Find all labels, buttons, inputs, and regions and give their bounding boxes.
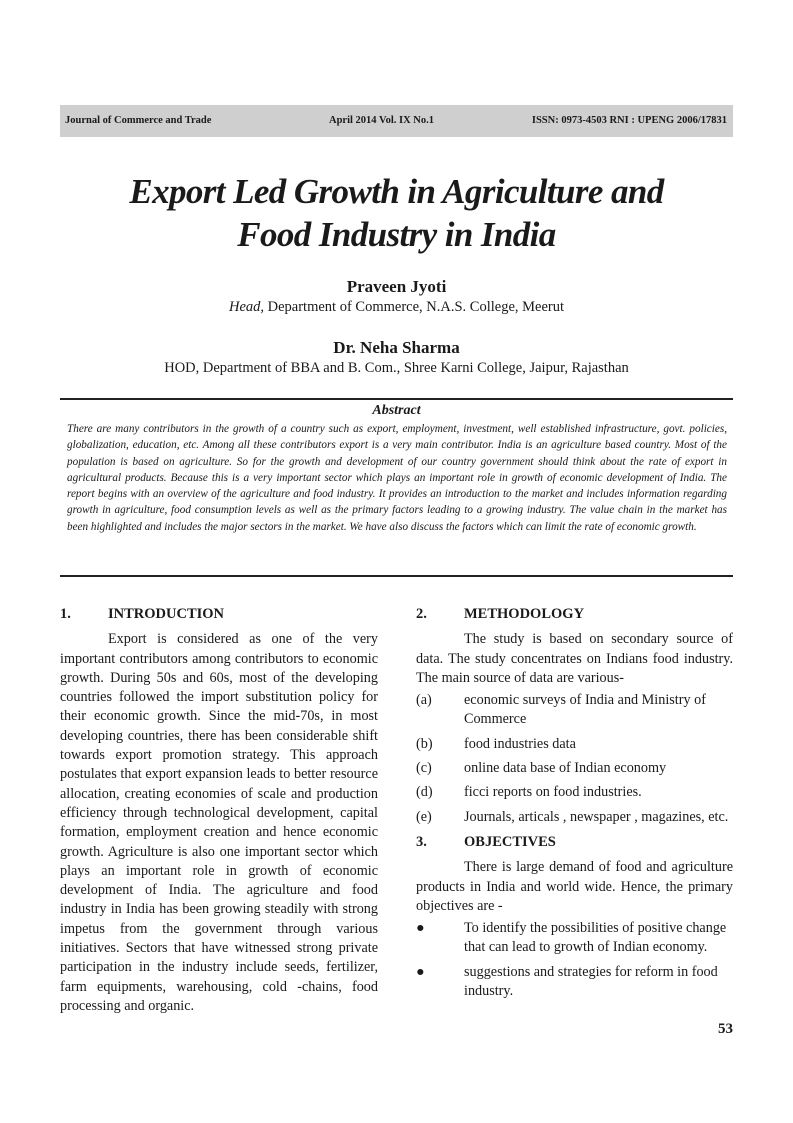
list-item: [416, 919, 733, 958]
section-number: 3.: [416, 833, 427, 850]
list-item-text: food industries data: [464, 735, 576, 752]
list-marker: (a): [416, 692, 432, 709]
author-1-role: Head,: [228, 299, 265, 315]
list-item-text: suggestions and strategies for reform in food industry.: [464, 963, 718, 1000]
list-item-text: ficci reports on food industries.: [464, 784, 642, 801]
journal-name: Journal of Commerce and Trade: [65, 115, 212, 126]
abstract-bottom-rule: [60, 575, 733, 577]
list-marker: (e): [416, 808, 432, 825]
objectives-paragraph: There is large demand of food and agriculture products in India and world wide. Hence, the primary objectives are -: [416, 859, 733, 914]
list-item: [416, 759, 733, 778]
journal-header-bar: [60, 105, 733, 137]
section-heading-introduction: [60, 605, 378, 624]
bullet-icon: ●: [416, 920, 425, 937]
list-item: [416, 808, 733, 827]
author-2-affiliation: HOD, Department of BBA and B. Com., Shree Karni College, Jaipur, Rajasthan: [164, 360, 629, 376]
section-title: INTRODUCTION: [108, 606, 225, 622]
section-number: 2.: [416, 606, 427, 622]
list-item: [416, 963, 733, 1002]
section-heading-objectives: [416, 833, 733, 852]
author-2-name: Dr. Neha Sharma: [333, 338, 460, 357]
list-marker: (d): [416, 784, 433, 801]
title-line-2: Food Industry in India: [237, 215, 556, 254]
list-item: [416, 783, 733, 802]
issue-info: April 2014 Vol. IX No.1: [329, 115, 435, 126]
objectives-list: [416, 919, 733, 1001]
list-item: [416, 735, 733, 754]
section-number: 1.: [60, 606, 71, 622]
section-heading-methodology: [416, 605, 733, 624]
abstract-top-rule: [60, 398, 733, 400]
list-item-text: online data base of Indian economy: [464, 760, 667, 777]
abstract-text: There are many contributors in the growth of a country such as export, employment, investment, well established infrastructure, govt. policies, globalization, education, etc. Among all these contributors export is a very main contributor. India is an agriculture based country. Most of the population is based on agriculture. So for the growth and development of our country government should think about the rate of export in agricultural products. Because this is a very important sector which plays an important role in growth of economic development of India. The report begins with an overview of the agriculture and food industry. It provides an introduction to the market and includes information regarding growth in agriculture, food consumption levels as well as the primary factors leading to a growing industry. The value chain in the market has been highlighted and includes the major sectors in the market. We have also discuss the factors which can limit the rate of economic growth.: [67, 423, 727, 533]
methodology-paragraph: The study is based on secondary source of data. The study concentrates on Indians food industry. The main source of data are various-: [416, 631, 733, 686]
introduction-paragraph: Export is considered as one of the very important contributors among contributors to economic growth. During 50s and 60s, most of the developing countries followed the import substitution policy for their economic growth. Since the mid-70s, in most developing countries, there has been considerable shift towards export promotion strategy. This approach postulates that export expansion leads to better resource allocation, creating economies of scale and production efficiency through technological development, capital formation, employment creation and hence economic growth. Agriculture is also one important sector which plays an important role in growth of economic development of India. The agriculture and food industry in India has been growing steadily with strong impetus from the government through various initiatives. Sectors that have witnessed strong private participation in the industry include seeds, fertilizer, farm equipments, warehousing, cold -chains, food processing and organic.: [60, 631, 378, 1014]
list-item-text: economic surveys of India and Ministry of Commerce: [464, 692, 706, 728]
title-line-1: Export Led Growth in Agriculture and: [129, 172, 664, 211]
data-sources-list: [416, 691, 733, 827]
abstract-heading: Abstract: [372, 403, 421, 418]
section-title: METHODOLOGY: [464, 606, 585, 622]
list-marker: (b): [416, 735, 433, 752]
author-1-affiliation: [60, 299, 733, 316]
list-item: [416, 691, 733, 730]
paper-title: [60, 170, 733, 256]
author-1-department: Department of Commerce, N.A.S. College, Meerut: [267, 299, 565, 315]
list-item-text: To identify the possibilities of positive change that can lead to growth of Indian economy.: [464, 920, 727, 956]
left-column: [60, 605, 378, 1016]
list-item-text: Journals, articals , newspaper , magazines, etc.: [464, 808, 729, 825]
author-1-name: Praveen Jyoti: [346, 277, 447, 296]
page-number: 53: [718, 1021, 733, 1037]
issn-info: ISSN: 0973-4503 RNI : UPENG 2006/17831: [531, 115, 727, 126]
bullet-icon: ●: [416, 963, 425, 980]
list-marker: (c): [416, 760, 432, 777]
section-title: OBJECTIVES: [464, 833, 556, 850]
right-column: [416, 605, 733, 1007]
